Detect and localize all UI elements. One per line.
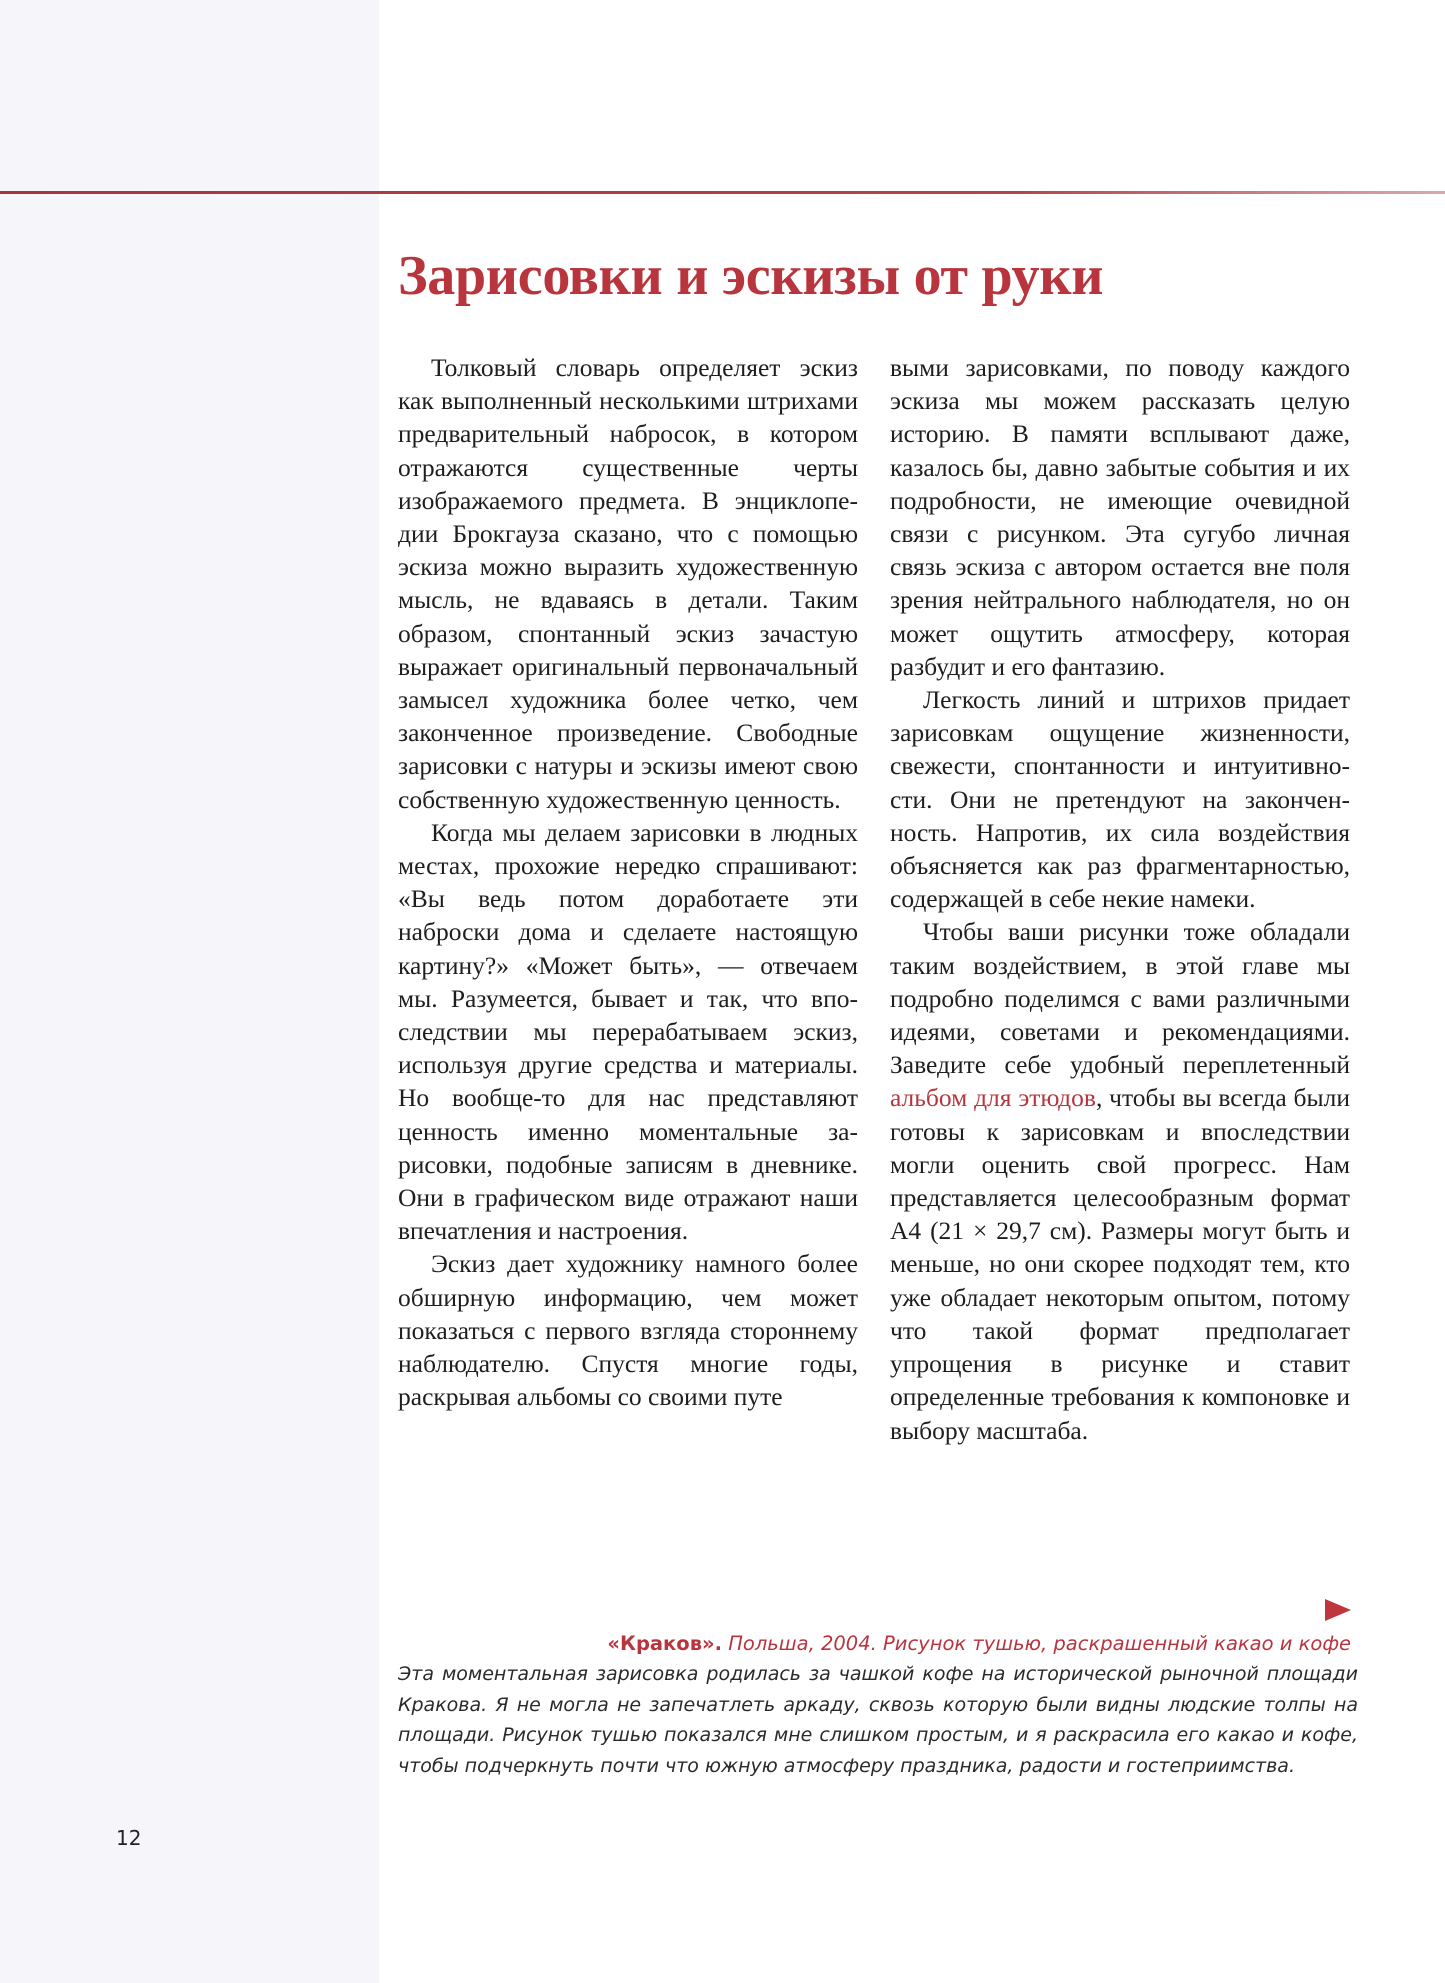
caption-artwork-name: «Краков». <box>607 1632 723 1655</box>
sketchbook-link[interactable]: альбом для этюдов <box>890 1083 1096 1113</box>
paragraph-with-link <box>890 915 1350 1446</box>
paragraph: Эскиз дает художнику намного более обширную информацию, чем может показаться с первого взгляда стороннему наблюдателю. Спустя многие годы, раскрывая альбомы со своими путе <box>398 1249 858 1412</box>
paragraph-continued: выми зарисовками, по поводу каждого эскиза мы можем рассказать целую историю. В памяти всплывают даже, казалось бы, давно забытые события и их подробности, не имеющие очевидной связи с рисунком. Эта сугубо личная связь эскиза с автором остается вне поля зрения нейтрального наблюдателя, но он может ощутить атмосферу, которая разбудит и его фантазию. <box>890 353 1350 681</box>
caption-details: Польша, 2004. Рисунок тушью, раскрашенный какао и кофе <box>722 1632 1351 1655</box>
text-column-left <box>398 351 858 1414</box>
paragraph: Толковый словарь определяет эскиз как выполненный несколькими штрихами предварительный набросок, в котором отражаются существенные черты изображаемого предмета. В энциклопедии Брокгауза сказано, что с помощью эскиза можно выразить художественную мысль, не вдаваясь в детали. Таким образом, спонтанный эскиз зачастую выражает оригинальный первоначальный замысел художника более четко, чем законченное произведение. Свободные зарисовки с натуры и эскизы имеют свою собственную художественную ценность. <box>398 353 858 814</box>
paragraph-text: , чтобы вы всегда были готовы к зарисовкам и впоследствии могли оценить свой прогресс. Нам представляется целесообразным формат А4 (21 × 29,7 см). Размеры могут быть и меньше, но они скорее подходят тем, кто уже обладает некоторым опытом, потому что такой формат предполагает упрощения в рисунке и ставит определенные требования к компоновке и выбору масштаба. <box>890 1083 1351 1445</box>
text-column-right <box>890 351 1350 1447</box>
header-rule <box>0 191 1445 194</box>
caption-text: Эта моментальная зарисовка родилась за чашкой кофе на исторической рыночной площади Кракова. Я не могла не запечатлеть аркаду, сквозь которую были видны людские толпы на площади. Рисунок тушью показался мне слишком простым, и я раскрасила его какао и кофе, чтобы подчеркнуть почти что южную атмосферу праздника, радости и гостеприимства. <box>398 1663 1358 1777</box>
triangle-right-icon <box>1325 1599 1351 1621</box>
caption-title <box>398 1630 1351 1658</box>
page-number: 12 <box>116 1826 142 1850</box>
page-title: Зарисовки и эскизы от руки <box>398 245 1104 307</box>
paragraph: Когда мы делаем зарисовки в людных местах, прохожие нередко спрашивают: «Вы ведь потом доработаете эти наброски дома и сделаете настоящую картину?» «Может быть», — отвечаем мы. Разумеется, бывает и так, что впоследствии мы перерабатываем эскиз, используя другие средства и материалы. Но вообще-то для нас представляют ценность именно моментальные зарисовки, подобные записям в дневнике. Они в графическом виде отражают наши впечатления и настроения. <box>398 817 858 1246</box>
left-margin-band <box>0 0 379 1983</box>
paragraph: Легкость линий и штрихов придает зарисовкам ощущение жизненности, свежести, спонтанности и интуитивности. Они не претендуют на законченность. Напротив, их сила воздействия объясняется как раз фрагментарностью, содержащей в себе некие намеки. <box>890 685 1350 914</box>
paragraph-text: Чтобы ваши рисунки тоже обладали таким воздействием, в этой главе мы подробно поделимся с вами различными идеями, советами и рекомендациями. Заведите себе удобный переплетенный <box>890 917 1350 1080</box>
